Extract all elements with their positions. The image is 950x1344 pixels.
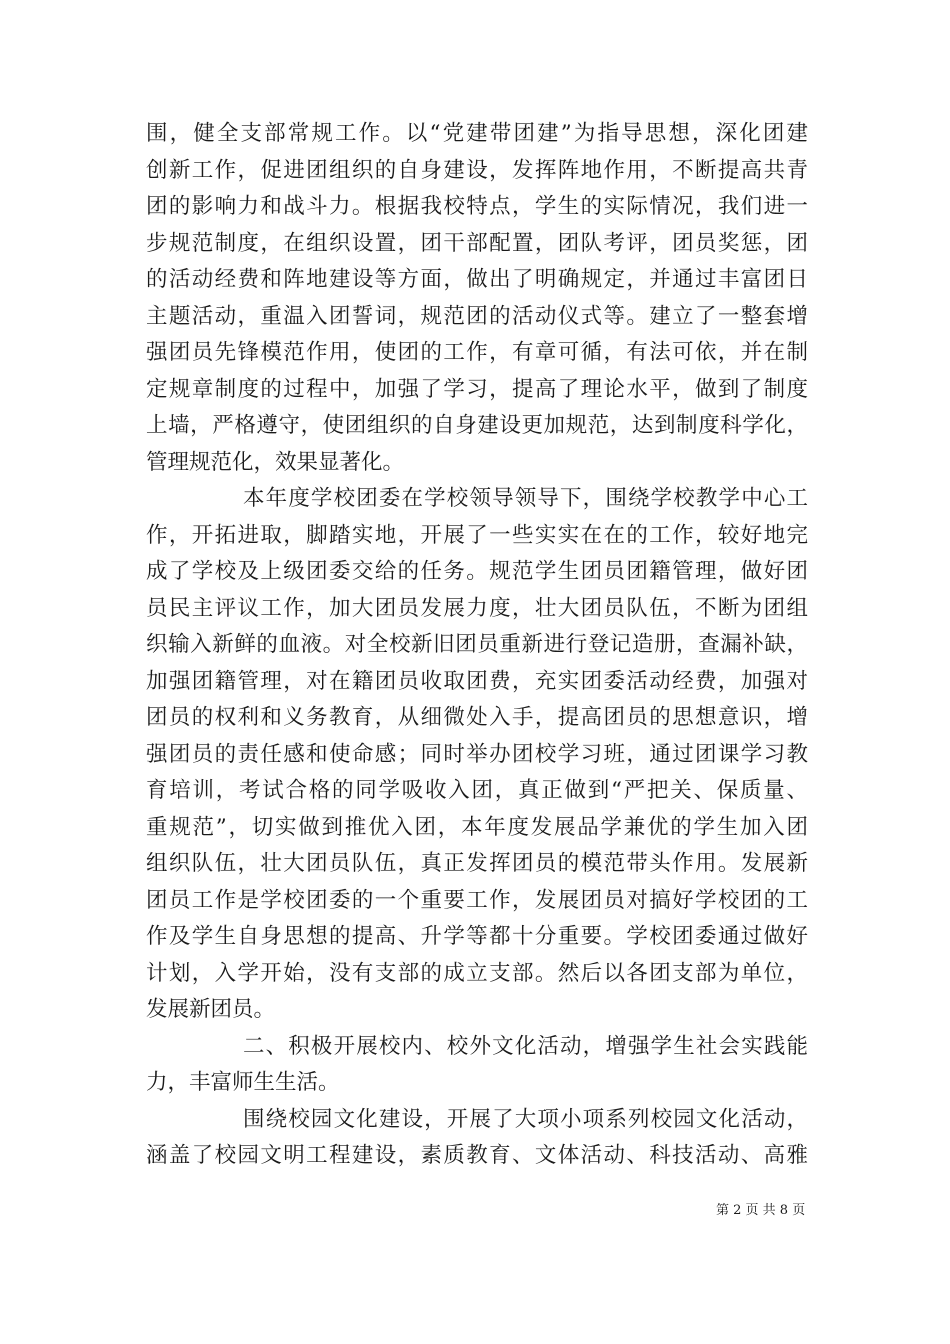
text-line: 上墙，严格遵守，使团组织的自身建设更加规范，达到制度科学化， xyxy=(146,413,808,438)
text-line: 作及学生自身思想的提高、升学等都十分重要。学校团委通过做好 xyxy=(146,924,808,949)
text-line: 育培训，考试合格的同学吸收入团，真正做到“严把关、保质量、 xyxy=(146,778,808,803)
text-line: 加强团籍管理，对在籍团员收取团费，充实团委活动经费，加强对 xyxy=(146,668,808,694)
text-line: 创新工作，促进团组织的自身建设，发挥阵地作用，不断提高共青 xyxy=(146,157,808,183)
page-number: 第 2 页 共 8 页 xyxy=(716,1203,806,1218)
text-line: 涵盖了校园文明工程建设，素质教育、文体活动、科技活动、高雅 xyxy=(146,1143,808,1168)
paragraph xyxy=(146,1102,808,1175)
text-line: 员民主评议工作，加大团员发展力度，壮大团员队伍，不断为团组 xyxy=(146,595,808,621)
text-line: 重规范”，切实做到推优入团，本年度发展品学兼优的学生加入团 xyxy=(146,814,808,840)
text-line: 作，开拓进取，脚踏实地，开展了一些实实在在的工作，较好地完 xyxy=(146,522,808,548)
text-line: 团的影响力和战斗力。根据我校特点，学生的实际情况，我们进一 xyxy=(146,194,808,219)
text-line: 计划，入学开始，没有支部的成立支部。然后以各团支部为单位， xyxy=(146,960,808,986)
text-line: 围绕校园文化建设，开展了大项小项系列校园文化活动， xyxy=(243,1106,808,1132)
paragraph xyxy=(146,1029,808,1102)
text-line: 强团员先锋模范作用，使团的工作，有章可循，有法可依，并在制 xyxy=(146,340,808,365)
text-line: 管理规范化，效果显著化。 xyxy=(146,449,405,475)
text-line: 围，健全支部常规工作。以“党建带团建”为指导思想，深化团建 xyxy=(146,121,808,146)
text-line: 强团员的责任感和使命感；同时举办团校学习班，通过团课学习教 xyxy=(146,741,808,767)
text-line: 成了学校及上级团委交给的任务。规范学生团员团籍管理，做好团 xyxy=(146,559,808,584)
text-line: 本年度学校团委在学校领导领导下，围绕学校教学中心工 xyxy=(243,486,808,511)
text-line: 定规章制度的过程中，加强了学习，提高了理论水平，做到了制度 xyxy=(146,376,808,402)
text-line: 的活动经费和阵地建设等方面，做出了明确规定，并通过丰富团日 xyxy=(146,267,808,292)
text-line: 力，丰富师生生活。 xyxy=(146,1070,340,1095)
text-line: 团员的权利和义务教育，从细微处入手，提高团员的思想意识，增 xyxy=(146,705,808,730)
text-line: 步规范制度，在组织设置，团干部配置，团队考评，团员奖惩，团 xyxy=(146,230,808,256)
text-line: 组织队伍，壮大团员队伍，真正发挥团员的模范带头作用。发展新 xyxy=(146,851,808,876)
text-line: 发展新团员。 xyxy=(146,997,276,1022)
text-line: 主题活动，重温入团誓词，规范团的活动仪式等。建立了一整套增 xyxy=(146,303,808,329)
paragraph xyxy=(146,116,808,481)
body-text xyxy=(146,116,808,1175)
text-line: 织输入新鲜的血液。对全校新旧团员重新进行登记造册，查漏补缺， xyxy=(146,632,808,657)
text-line: 团员工作是学校团委的一个重要工作，发展团员对搞好学校团的工 xyxy=(146,887,808,913)
paragraph xyxy=(146,481,808,1029)
text-line: 二、积极开展校内、校外文化活动，增强学生社会实践能 xyxy=(243,1033,808,1059)
